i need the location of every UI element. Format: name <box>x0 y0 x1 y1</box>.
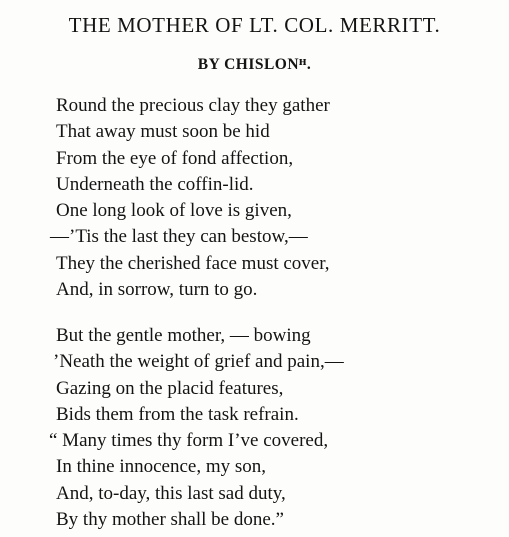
poem-byline: BY CHISLONᴴ. <box>197 56 312 73</box>
poem-line: Round the precious clay they gather <box>56 95 330 116</box>
poem-line: From the eye of fond affection, <box>56 147 294 169</box>
stanza-1 <box>50 93 496 303</box>
poem-line: ’Neath the weight of grief and pain,— <box>53 351 344 373</box>
poem-line: In thine innocence, my son, <box>56 456 267 478</box>
poem-line: By thy mother shall be done.” <box>56 509 284 531</box>
poem-line: Gazing on the placid features, <box>56 377 284 399</box>
poem-line: Bids them from the task refrain. <box>56 403 299 425</box>
poem-line: But the gentle mother, — bowing <box>56 325 311 346</box>
stanza-2 <box>49 323 496 533</box>
poem-line: “ Many times thy form I’ve covered, <box>49 430 329 452</box>
poem-title: THE MOTHER OF LT. COL. MERRITT. <box>68 13 441 37</box>
poem-line: One long look of love is given, <box>56 200 292 222</box>
poem-line: Underneath the coffin-lid. <box>56 173 254 195</box>
poem-line: And, to-day, this last sad duty, <box>56 482 286 504</box>
poem-line: —’Tis the last they can bestow,— <box>50 226 308 248</box>
poem-line: That away must soon be hid <box>56 121 270 143</box>
poem-line: And, in sorrow, turn to go. <box>56 279 258 301</box>
poem-line: They the cherished face must cover, <box>56 252 330 274</box>
